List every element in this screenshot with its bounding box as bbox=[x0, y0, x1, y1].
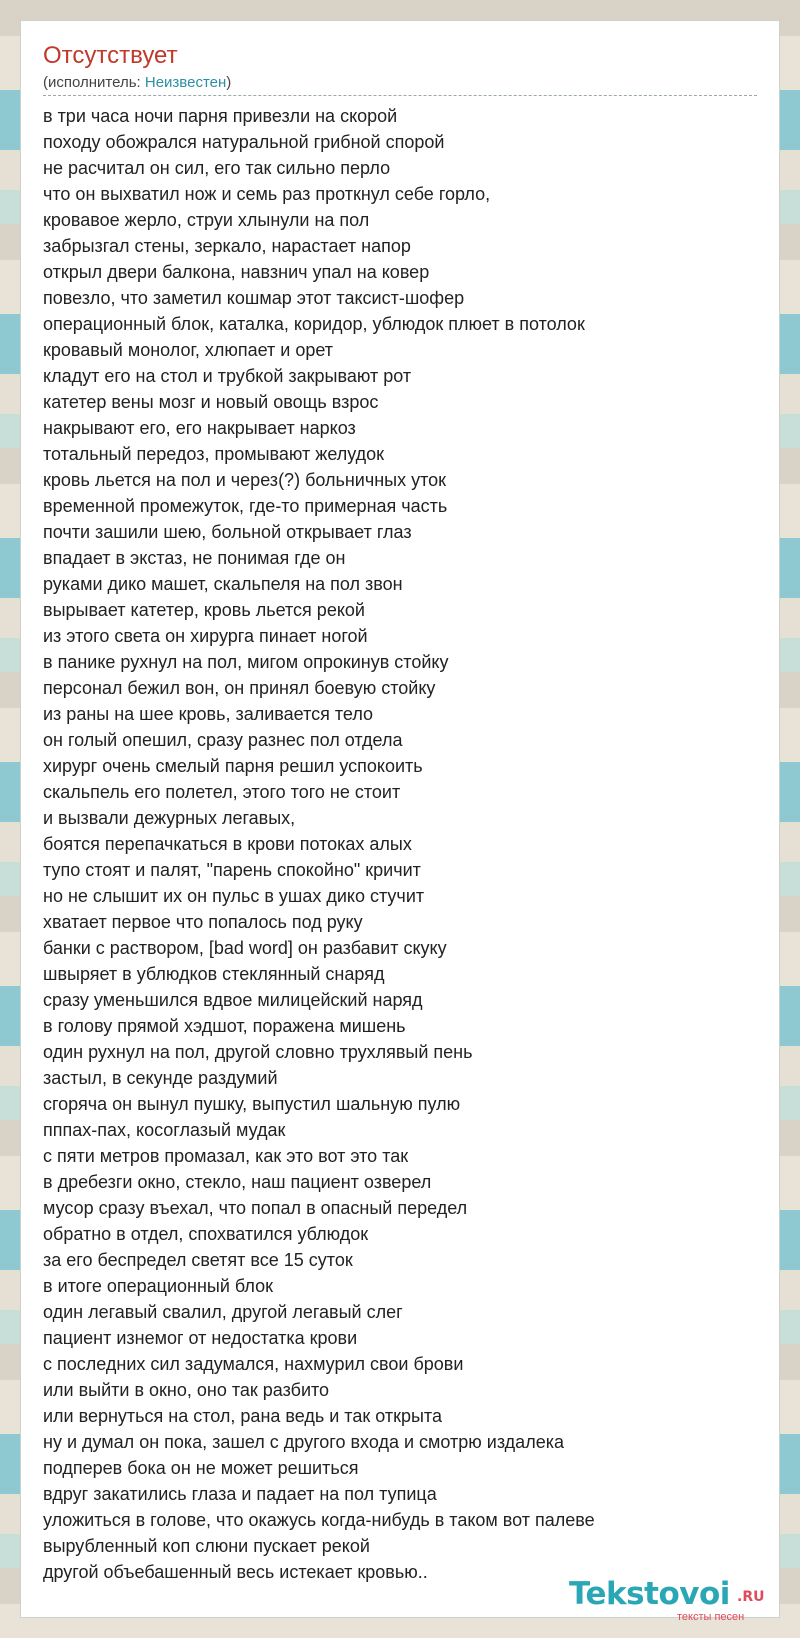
lyric-line: катетер вены мозг и новый овощь взрос bbox=[43, 392, 379, 412]
logo-tagline: тексты песен bbox=[677, 1611, 745, 1623]
lyric-line: банки с раствором, [bad word] он разбавит скуку bbox=[43, 938, 447, 958]
lyric-line: сразу уменьшился вдвое милицейский наряд bbox=[43, 990, 423, 1010]
performer-prefix: (исполнитель: bbox=[43, 74, 145, 91]
lyric-line: в три часа ночи парня привезли на скорой bbox=[43, 106, 398, 126]
lyric-line: персонал бежил вон, он принял боевую стойку bbox=[43, 678, 436, 698]
lyric-line: подперев бока он не может решиться bbox=[43, 1458, 359, 1478]
lyric-line: или вернуться на стол, рана ведь и так открыта bbox=[43, 1406, 442, 1426]
lyric-line: пациент изнемог от недостатка крови bbox=[43, 1328, 358, 1348]
lyrics-list bbox=[43, 103, 763, 1585]
lyric-line: вырывает катетер, кровь льется рекой bbox=[43, 600, 365, 620]
lyric-line: вдруг закатились глаза и падает на пол тупица bbox=[43, 1484, 437, 1504]
lyric-line: что он выхватил нож и семь раз проткнул себе горло, bbox=[43, 184, 491, 204]
lyric-line: забрызгал стены, зеркало, нарастает напор bbox=[43, 236, 411, 256]
lyric-line: хирург очень смелый парня решил успокоить bbox=[43, 756, 423, 776]
lyric-line: походу обожрался натуральной грибной спорой bbox=[43, 132, 445, 152]
song-card bbox=[20, 20, 780, 1623]
lyric-line: в панике рухнул на пол, мигом опрокинув стойку bbox=[43, 652, 449, 672]
lyric-line: обратно в отдел, спохватился ублюдок bbox=[43, 1224, 369, 1244]
lyric-line: из этого света он хирурга пинает ногой bbox=[43, 626, 368, 646]
lyric-line: временной промежуток, где-то примерная часть bbox=[43, 496, 448, 516]
lyric-line: в итоге операционный блок bbox=[43, 1276, 273, 1296]
lyric-line: швыряет в ублюдков стеклянный снаряд bbox=[43, 964, 385, 984]
lyric-line: но не слышит их он пульс в ушах дико стучит bbox=[43, 886, 425, 906]
lyric-line: руками дико машет, скальпеля на пол звон bbox=[43, 574, 403, 594]
title-divider bbox=[43, 95, 757, 96]
logo-brand: Tekstovoi bbox=[569, 1576, 730, 1612]
lyric-line: за его беспредел светят все 15 суток bbox=[43, 1250, 353, 1270]
lyric-line: хватает первое что попалось под руку bbox=[43, 912, 363, 932]
lyric-line: повезло, что заметил кошмар этот таксист-шофер bbox=[43, 288, 465, 308]
lyric-line: с пяти метров промазал, как это вот это так bbox=[43, 1146, 409, 1166]
lyric-line: накрывают его, его накрывает наркоз bbox=[43, 418, 356, 438]
lyric-line: один рухнул на пол, другой словно трухлявый пень bbox=[43, 1042, 473, 1062]
lyric-line: и вызвали дежурных легавых, bbox=[43, 808, 296, 828]
lyric-line: мусор сразу въехал, что попал в опасный передел bbox=[43, 1198, 468, 1218]
song-title: Отсутствует bbox=[43, 42, 178, 69]
lyric-line: ну и думал он пока, зашел с другого входа и смотрю издалека bbox=[43, 1432, 564, 1452]
lyric-line: или выйти в окно, оно так разбито bbox=[43, 1380, 330, 1400]
lyric-line: кровавый монолог, хлюпает и орет bbox=[43, 340, 334, 360]
lyric-line: почти зашили шею, больной открывает глаз bbox=[43, 522, 412, 542]
lyric-line: кровавое жерло, струи хлынули на пол bbox=[43, 210, 370, 230]
lyric-line: один легавый свалил, другой легавый слег bbox=[43, 1302, 403, 1322]
lyric-line: уложиться в голове, что окажусь когда-нибудь в таком вот палеве bbox=[43, 1510, 595, 1530]
lyric-line: операционный блок, каталка, коридор, ублюдок плюет в потолок bbox=[43, 314, 585, 334]
performer-link[interactable]: Неизвестен bbox=[144, 74, 227, 91]
lyric-line: кладут его на стол и трубкой закрывают рот bbox=[43, 366, 412, 386]
lyric-line: не расчитал он сил, его так сильно перло bbox=[43, 158, 391, 178]
lyric-line: застыл, в секунде раздумий bbox=[43, 1068, 278, 1088]
lyric-line: сгоряча он вынул пушку, выпустил шальную пулю bbox=[43, 1094, 461, 1114]
lyric-line: впадает в экстаз, не понимая где он bbox=[43, 548, 346, 568]
site-logo[interactable] bbox=[569, 1577, 769, 1621]
lyric-line: открыл двери балкона, навзнич упал на ковер bbox=[43, 262, 430, 282]
lyric-line: из раны на шее кровь, заливается тело bbox=[43, 704, 374, 724]
performer-line bbox=[43, 73, 231, 93]
lyric-line: вырубленный коп слюни пускает рекой bbox=[43, 1536, 370, 1556]
lyric-line: он голый опешил, сразу разнес пол отдела bbox=[43, 730, 403, 750]
lyric-line: с последних сил задумался, нахмурил свои брови bbox=[43, 1354, 464, 1374]
lyric-line: боятся перепачкаться в крови потоках алых bbox=[43, 834, 412, 854]
lyric-line: тупо стоят и палят, "парень спокойно" кричит bbox=[43, 860, 421, 880]
logo-tld: .RU bbox=[737, 1589, 765, 1605]
lyric-line: в дребезги окно, стекло, наш пациент озверел bbox=[43, 1172, 432, 1192]
lyric-line: кровь льется на пол и через(?) больничных уток bbox=[43, 470, 447, 490]
lyric-line: тотальный передоз, промывают желудок bbox=[43, 444, 385, 464]
lyric-line: пппах-пах, косоглазый мудак bbox=[43, 1120, 286, 1140]
lyric-line: другой объебашенный весь истекает кровью.. bbox=[43, 1562, 428, 1582]
lyric-line: в голову прямой хэдшот, поражена мишень bbox=[43, 1016, 406, 1036]
performer-suffix: ) bbox=[226, 74, 232, 91]
lyric-line: скальпель его полетел, этого того не стоит bbox=[43, 782, 401, 802]
